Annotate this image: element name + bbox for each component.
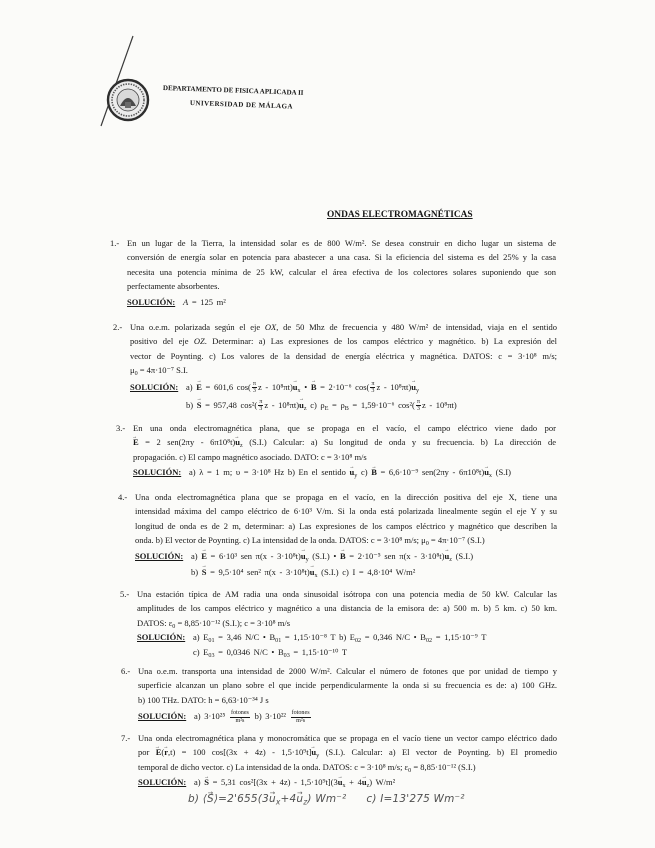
text-run: Una estación típica de AM radia una onda sinusoidal isótropa con una potencia media de 50 kW. Calcular las [137, 589, 557, 599]
text-run: a) E [193, 632, 209, 643]
problem-body [127, 236, 556, 310]
fraction-numerator: fotones [230, 710, 249, 717]
text-run: c) E [193, 647, 209, 658]
subscript: 02 [425, 638, 433, 644]
solution-label: SOLUCIÓN: [127, 296, 176, 307]
text-run: = 2·10⁻⁵ sen π(x - 3·10⁸t) [345, 550, 445, 561]
statement-line [133, 450, 556, 464]
text-run: a) [194, 777, 205, 788]
text-run: intensidad máxima del campo eléctrico de 6·10³ V/m. Si la onda está polarizada linealmente según el eje Y y su [135, 506, 557, 517]
subscript: z [303, 405, 307, 412]
text-run: c) I=13'275 Wm⁻² [366, 793, 465, 806]
text-run: +4 [280, 793, 297, 806]
university-seal-icon [106, 78, 150, 122]
text-run: z - 10⁸πt) [257, 381, 293, 392]
subscript: z [303, 797, 308, 807]
statement-line [130, 349, 557, 363]
fraction-denominator: 3 [371, 388, 375, 395]
text-run: ,t) = 100 cos[(3x + 4z) - 1,5·10⁹t] [167, 747, 312, 758]
fraction-numerator: π [416, 398, 420, 405]
text-run: b) 3·10²² [250, 711, 290, 722]
fraction [370, 381, 375, 395]
text-run: En un lugar de la Tierra, la intensidad solar es de 800 W/m². Se desea construir en dicho lugar un sistema de [127, 238, 556, 248]
text-run: μ [130, 365, 135, 376]
vector-symbol: S → [204, 778, 209, 787]
fraction [416, 399, 421, 413]
solution-label: SOLUCIÓN: [133, 467, 182, 478]
text-run: amplitudes de los campos eléctrico y magnético a una distancia de la emisora de: a) 500 m. b) 5 km. c) 50 km. [137, 603, 557, 614]
text-run: perfectamente absorbentes. [127, 281, 220, 292]
fraction-denominator: 3 [259, 406, 263, 413]
handwritten-part-b [188, 793, 346, 805]
vector-symbol: S → [202, 568, 207, 577]
text-run: = 3,46 N/C • B [214, 632, 276, 643]
text-run: = 6·10³ sen π(x - 3·10⁸t) [206, 550, 301, 561]
solution-text [186, 380, 420, 395]
vector-symbol: B → [371, 468, 377, 477]
text-run: propagación. c) El campo magnético asociado. DATO: c = 3·10⁸ m/s [133, 451, 367, 462]
subscript: 01 [208, 638, 215, 644]
solution-row [138, 774, 557, 790]
text-run: a) [186, 381, 197, 392]
fraction-denominator: 3 [252, 388, 256, 395]
vector-symbol: B → [340, 552, 346, 561]
subscript: z [366, 783, 370, 789]
vector-symbol: u → [301, 552, 306, 561]
text-run: = 125 m² [188, 296, 226, 307]
solution-row [130, 378, 557, 396]
statement-line [127, 279, 556, 293]
solution-row [135, 564, 557, 580]
statement-line [137, 587, 557, 601]
text-run: • [300, 381, 311, 392]
solution-text [183, 297, 226, 307]
text-run: = 5,31 cos²[(3x + 4z) - 1,5·10⁹t](3 [208, 777, 338, 788]
text-run: z - 10⁸πt) [264, 399, 300, 410]
problem-body [135, 490, 557, 580]
university-name: UNIVERSIDAD DE MÁLAGA [189, 99, 293, 111]
solution-label: SOLUCIÓN: [138, 711, 187, 722]
subscript: 03 [208, 653, 215, 659]
text-run: b) ⟨ [188, 793, 207, 806]
text-run: = 957,48 cos²( [201, 399, 258, 410]
text-run: b) 100 THz. DATO: h = 6,63·10⁻³⁴ J s [138, 694, 269, 705]
fraction-numerator: fotones [291, 710, 310, 717]
italic-symbol: OX [264, 322, 277, 332]
text-run: superficie alcanzan un plano sobre el que incide perpendicularmente la onda si su frecuencia es de: a) 100 GHz. [138, 680, 557, 691]
handwritten-part-c [366, 793, 464, 805]
statement-line [135, 533, 557, 547]
handwritten-answer [138, 790, 557, 808]
text-run: (S.I.) Calcular: a) Su longitud de onda y su frecuencia. b) La dirección de [242, 437, 556, 448]
subscript: y [305, 556, 309, 563]
problem-number: 3.- [116, 423, 126, 433]
text-run: (S.I.) c) I = 4,8·10⁴ W/m² [317, 566, 416, 577]
problem-body [133, 421, 556, 480]
text-run: = 4π·10⁻⁷ S.I. [137, 365, 188, 376]
text-run: c) ρ [306, 399, 325, 410]
subscript: z [449, 556, 452, 563]
subscript: 0 [425, 541, 429, 547]
statement-line [138, 745, 557, 759]
text-run: = 1,15·10⁻⁸ T b) E [281, 632, 355, 643]
text-run: = 9,5·10⁴ sen² π(x - 3·10⁸t) [206, 566, 310, 577]
text-run: Una o.e.m. transporta una intensidad de 2000 W/m². Calcular el número de fotones que por unidad de tiempo y [138, 666, 557, 676]
text-run: (S.I.). Calcular: a) El vector de Poynting. b) El promedio [319, 747, 557, 758]
fraction-numerator: π [252, 380, 256, 387]
vector-symbol: u → [362, 778, 367, 787]
vector-symbol: u → [311, 748, 316, 757]
statement-line [130, 320, 557, 334]
subscript: x [342, 783, 346, 789]
text-run: DATOS: ε [137, 617, 173, 628]
solution-row [127, 294, 556, 310]
subscript: 02 [354, 638, 362, 644]
text-run: z - 10⁸πt) [376, 381, 412, 392]
vector-symbol: S → [197, 401, 202, 410]
text-run: z - 10⁸πt) [421, 399, 457, 410]
vector-symbol: E → [156, 748, 162, 757]
text-run: a) λ = 1 m; υ = 3·10⁸ Hz b) En el sentido [189, 467, 350, 478]
problem-number: 6.- [121, 666, 131, 676]
text-run: En una onda electromagnética plana, que se propaga en el vacío, el campo eléctrico viene dado por [133, 423, 556, 433]
fraction-denominator: m²s [235, 717, 245, 724]
vector-symbol: E → [201, 552, 207, 561]
text-run: = 1,15·10⁻¹⁰ T [289, 647, 348, 658]
statement-line [130, 363, 557, 377]
fraction-numerator: π [259, 398, 263, 405]
statement-line [135, 504, 557, 518]
subscript: 0 [408, 767, 412, 774]
text-run: c) [357, 467, 372, 478]
text-run: = 1,15·10⁻⁹ T [432, 632, 487, 643]
vector-symbol: S → [207, 794, 214, 805]
text-run: Una o.e.m. polarizada según el eje [130, 322, 265, 332]
solution-row [137, 645, 557, 660]
vector-symbol: u → [310, 568, 315, 577]
text-run: vector de Poynting. c) Los valores de la densidad de energía eléctrica y magnética. DATOS: c = 3·10⁸ m/s; [130, 350, 557, 361]
statement-line [138, 693, 557, 707]
problem-body [138, 664, 557, 725]
text-run: = 6,6·10⁻⁹ sen(2πy - 6π10⁸t) [376, 467, 485, 478]
vector-symbol: r → [164, 748, 168, 757]
text-run: b) [191, 566, 202, 577]
statement-line [137, 616, 557, 630]
subscript: E [324, 405, 329, 412]
subscript: 0 [134, 371, 138, 377]
solution-text [191, 551, 473, 561]
fraction [252, 381, 257, 395]
text-run: = 4π·10⁻⁷ (S.I.) [428, 535, 485, 546]
solution-row [135, 548, 557, 564]
text-run: + 4 [345, 777, 362, 788]
subscript: x [314, 572, 318, 579]
text-run: b) [186, 399, 197, 410]
vector-symbol: u → [445, 552, 450, 561]
text-run: = 2 sen(2πy - 6π10⁸t) [138, 437, 236, 448]
text-run: necesita una potencia mínima de 25 kW, calcular el área efectiva de los colectores solares suponiendo que son [127, 266, 556, 277]
problem-number: 1.- [110, 238, 120, 248]
solution-text [194, 777, 395, 787]
problem-number: 4.- [118, 492, 128, 502]
text-run: (S.I.) [451, 550, 474, 561]
vector-symbol: B → [311, 383, 317, 392]
subscript: B [344, 405, 349, 412]
vector-symbol: E → [196, 383, 202, 392]
subscript: 03 [283, 653, 290, 659]
text-run: = ρ [328, 399, 345, 410]
solution-text [194, 710, 312, 724]
problem-body [137, 587, 557, 660]
text-run: por [138, 747, 156, 758]
statement-line [127, 265, 556, 279]
text-run: = 1,59·10⁻⁶ cos²( [348, 399, 415, 410]
subscript: x [275, 797, 281, 807]
text-run: ) Wm⁻² [307, 793, 347, 806]
text-run: = 601,6 cos( [201, 381, 251, 392]
text-run: ) W/m² [369, 777, 396, 788]
text-run: (S.I.) • [308, 550, 340, 561]
subscript: z [240, 443, 243, 450]
problem-body [138, 731, 557, 808]
statement-line [127, 236, 556, 250]
fraction [291, 710, 311, 724]
text-run: longitud de onda es de 2 m, determinar: a) Las expresiones de los campos eléctrico y magnético que describen la [135, 520, 557, 531]
solution-text [189, 467, 511, 477]
problem-number: 5.- [120, 589, 130, 599]
text-run: Una onda electromagnética plana que se propaga en el vacío, en la dirección positiva del eje X, tiene una [135, 492, 557, 502]
solution-row [130, 396, 557, 414]
vector-symbol: u → [338, 778, 343, 787]
statement-line [133, 435, 556, 449]
statement-line [135, 519, 557, 533]
text-run: Una onda electromagnética plana y monocromática que se propaga en el vacío tiene un vector campo eléctrico dado [138, 733, 557, 743]
subscript: 0 [172, 623, 176, 630]
text-run: ⟩=2'655(3 [213, 793, 269, 806]
text-run: positivo del eje [130, 336, 194, 347]
text-run: conversión de energía solar en potencia para abastecer a una casa. Si la eficiencia del sistema es del 25% y la casa [127, 252, 556, 263]
text-run: = 8,85·10⁻¹² (S.I.); c = 3·10⁸ m/s [175, 617, 291, 628]
subscript: y [354, 473, 358, 479]
text-run: (S.I) [491, 467, 511, 478]
vector-symbol: u → [269, 794, 276, 805]
fraction-denominator: 3 [416, 406, 420, 413]
statement-line [137, 601, 557, 615]
subscript: x [297, 387, 301, 394]
statement-line [138, 760, 557, 774]
statement-line [138, 678, 557, 692]
text-run: = 8,85·10⁻¹² (S.I.) [411, 761, 476, 772]
subscript: 01 [275, 638, 282, 644]
subscript: x [488, 473, 492, 479]
fraction [230, 710, 250, 724]
solution-text [193, 632, 486, 642]
text-run: , de 50 Mhz de frecuencia y 480 W/m² de intensidad, viaja en el sentido [276, 322, 558, 332]
solution-row [138, 707, 557, 725]
solution-label: SOLUCIÓN: [138, 777, 187, 788]
italic-symbol: A [183, 296, 189, 307]
italic-symbol: OZ [193, 336, 205, 347]
fraction-denominator: m²s [296, 717, 306, 724]
statement-line [133, 421, 556, 435]
text-run: = 0,346 N/C • B [361, 632, 426, 643]
fraction [258, 399, 263, 413]
vector-symbol: u → [293, 383, 298, 392]
statement-line [135, 490, 557, 504]
problem-number: 2.- [113, 322, 123, 332]
solution-label: SOLUCIÓN: [137, 632, 186, 643]
vector-symbol: u → [411, 383, 416, 392]
text-run: a) [191, 550, 202, 561]
solution-label: SOLUCIÓN: [130, 381, 179, 392]
problem-number: 7.- [121, 733, 131, 743]
solution-row [137, 630, 557, 645]
page-title: ONDAS ELECTROMAGNÉTICAS [327, 210, 473, 220]
text-run: . Determinar: a) Las expresiones de los campos eléctrico y magnético. b) La expresión del [204, 336, 557, 347]
vector-symbol: u → [235, 438, 240, 447]
vector-symbol: E → [133, 438, 139, 447]
text-run: temporal de dicho vector. c) La intensidad de la onda. DATOS: c = 3·10⁸ m/s; ε [138, 761, 409, 772]
text-run: a) 3·10²⁵ [194, 711, 229, 722]
text-run: = 0,0346 N/C • B [214, 647, 284, 658]
vector-symbol: u → [484, 468, 489, 477]
statement-line [138, 731, 557, 745]
text-run: ( [161, 747, 165, 758]
text-run: onda. b) El vector de Poynting. c) La intensidad de la onda. DATOS: c = 3·10⁸ m/s; μ [135, 535, 426, 546]
statement-line [130, 334, 557, 348]
solution-label: SOLUCIÓN: [135, 550, 184, 561]
problem-body [130, 320, 557, 414]
solution-row [133, 464, 556, 480]
vector-symbol: u → [299, 401, 304, 410]
department-name: DEPARTAMENTO DE FISICA APLICADA II [162, 84, 304, 97]
fraction-numerator: π [371, 380, 375, 387]
statement-line [127, 250, 556, 264]
statement-line [138, 664, 557, 678]
subscript: y [316, 753, 320, 760]
vector-symbol: u → [296, 794, 303, 805]
subscript: y [416, 387, 420, 394]
text-run: = 2·10⁻⁶ cos( [316, 381, 370, 392]
vector-symbol: u → [350, 468, 355, 477]
